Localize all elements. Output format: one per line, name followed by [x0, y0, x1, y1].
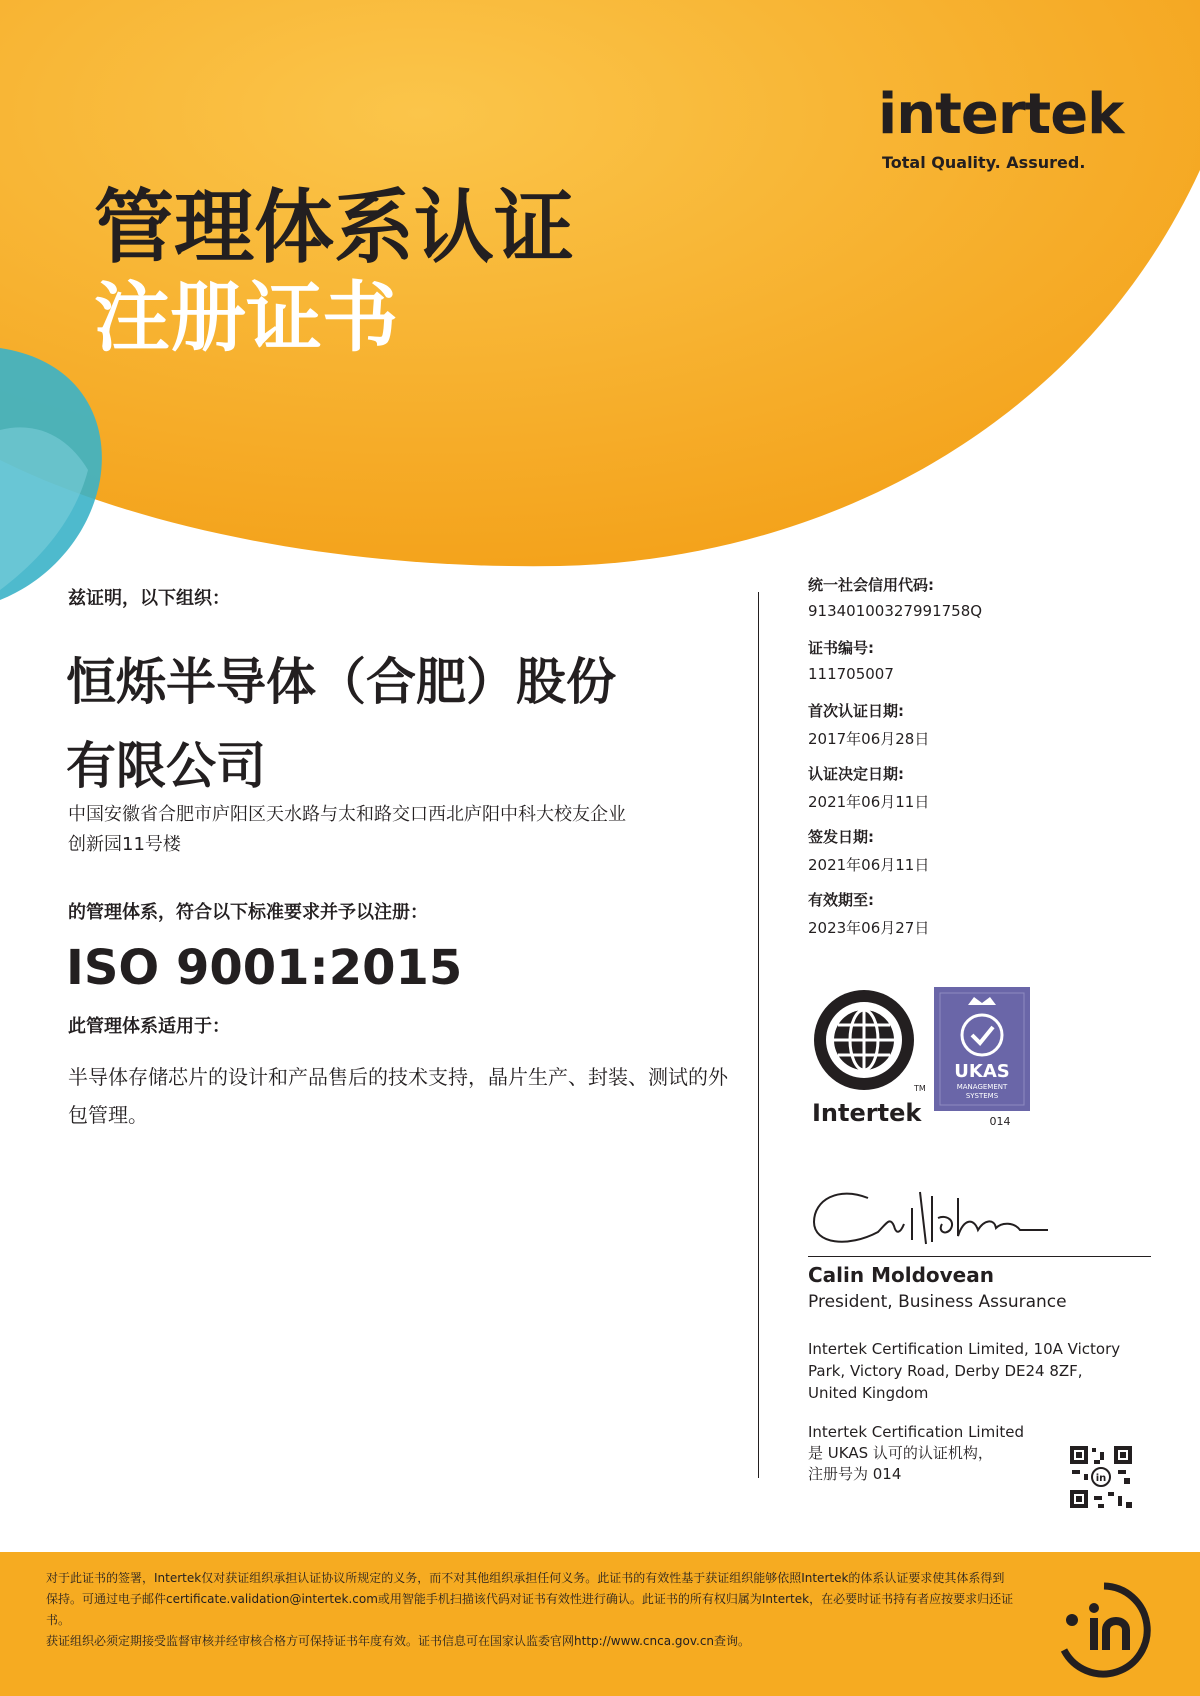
detail-issue-date [808, 826, 1168, 889]
column-divider [758, 592, 759, 1478]
ukas-number: 014 [989, 1115, 1011, 1128]
company-address [68, 800, 728, 860]
detail-label: 首次认证日期: [808, 702, 904, 720]
intertek-globe-icon [814, 990, 914, 1090]
detail-value: 2017年06月28日 [808, 730, 930, 748]
detail-decision-date [808, 763, 1168, 826]
address-line1: 中国安徽省合肥市庐阳区天水路与太和路交口西北庐阳中科大校友企业 [68, 804, 626, 825]
address-line2: 创新园11号楼 [68, 834, 181, 855]
certificate-title: 管理体系认证 [94, 181, 574, 274]
footer-disclaimer [46, 1568, 1024, 1652]
standard-intro: 的管理体系，符合以下标准要求并予以注册： [68, 902, 428, 923]
standard-name: ISO 9001:2015 [66, 940, 463, 996]
svg-text:in: in [1095, 1473, 1107, 1484]
signature-image [808, 1178, 1068, 1256]
detail-value: 2021年06月11日 [808, 793, 930, 811]
certification-marks [810, 985, 1040, 1135]
scope-line1: 半导体存储芯片的设计和产品售后的技术支持，晶片生产、封装、测试的外 [68, 1065, 728, 1089]
footer-line3: 书。 [46, 1613, 71, 1627]
detail-label: 认证决定日期: [808, 765, 904, 783]
footer-line1: 对于此证书的签署，Intertek仅对获证组织承担认证协议所规定的义务，而不对其他组织承担任何义务。此证书的有效性基于获证组织能够依照Intertek的体系认证要求使其体系得到 [46, 1571, 1005, 1585]
brand-logo: intertek [878, 82, 1124, 147]
detail-certificate-number [808, 637, 1168, 700]
detail-label: 证书编号: [808, 639, 874, 657]
signature-line [808, 1256, 1151, 1257]
scope-text [68, 1058, 728, 1134]
detail-expiry-date [808, 889, 1168, 952]
qr-code-icon [1068, 1444, 1134, 1510]
detail-label: 统一社会信用代码: [808, 576, 934, 594]
accred-line1: Intertek Certification Limited [808, 1423, 1025, 1441]
accred-line2: 是 UKAS 认可的认证机构， [808, 1444, 993, 1462]
scope-line2: 包管理。 [68, 1103, 148, 1127]
detail-value: 2021年06月11日 [808, 856, 930, 874]
detail-value: 91340100327991758Q [808, 602, 983, 620]
detail-label: 有效期至: [808, 891, 874, 909]
company-name [66, 640, 726, 808]
accreditation-note [808, 1422, 1038, 1485]
company-name-line1: 恒烁半导体（合肥）股份 [66, 653, 616, 711]
detail-value: 2023年06月27日 [808, 919, 930, 937]
detail-initial-date [808, 700, 1168, 763]
certificate-subtitle: 注册证书 [94, 273, 398, 362]
signatory-name: Calin Moldovean [808, 1263, 994, 1287]
footer-band [0, 1552, 1200, 1696]
detail-label: 签发日期: [808, 828, 874, 846]
footer-line4: 获证组织必须定期接受监督审核并经审核合格方可保持证书年度有效。证书信息可在国家认监委官网http://www.cnca.gov.cn查询。 [46, 1634, 751, 1648]
company-name-line2: 有限公司 [66, 737, 266, 795]
intertek-in-icon [1054, 1580, 1154, 1680]
detail-credit-code [808, 574, 1168, 637]
ukas-icon [934, 987, 1030, 1111]
ukas-sub-label: MANAGEMENT [956, 1083, 1008, 1091]
ukas-label: UKAS [954, 1061, 1010, 1082]
issuer-address: Intertek Certification Limited, 10A Victory Park, Victory Road, Derby DE24 8ZF, United Kingdom [808, 1340, 1121, 1402]
intertek-wordmark: Intertek [812, 1099, 922, 1127]
ukas-sub-label2: SYSTEMS [965, 1092, 999, 1100]
detail-value: 111705007 [808, 665, 894, 683]
brand-tagline: Total Quality. Assured. [882, 153, 1086, 172]
footer-line2: 保持。可通过电子邮件certificate.validation@intertek.com或用智能手机扫描该代码对证书有效性进行确认。此证书的所有权归属为Intertek，在必要时证书持有者应按要求归还证 [46, 1592, 1014, 1606]
scope-label: 此管理体系适用于： [68, 1016, 230, 1037]
accred-line3: 注册号为 014 [808, 1465, 902, 1483]
tm-mark: TM [914, 1084, 926, 1093]
certify-intro: 兹证明，以下组织： [68, 588, 230, 609]
signatory-title: President, Business Assurance [808, 1292, 1067, 1312]
